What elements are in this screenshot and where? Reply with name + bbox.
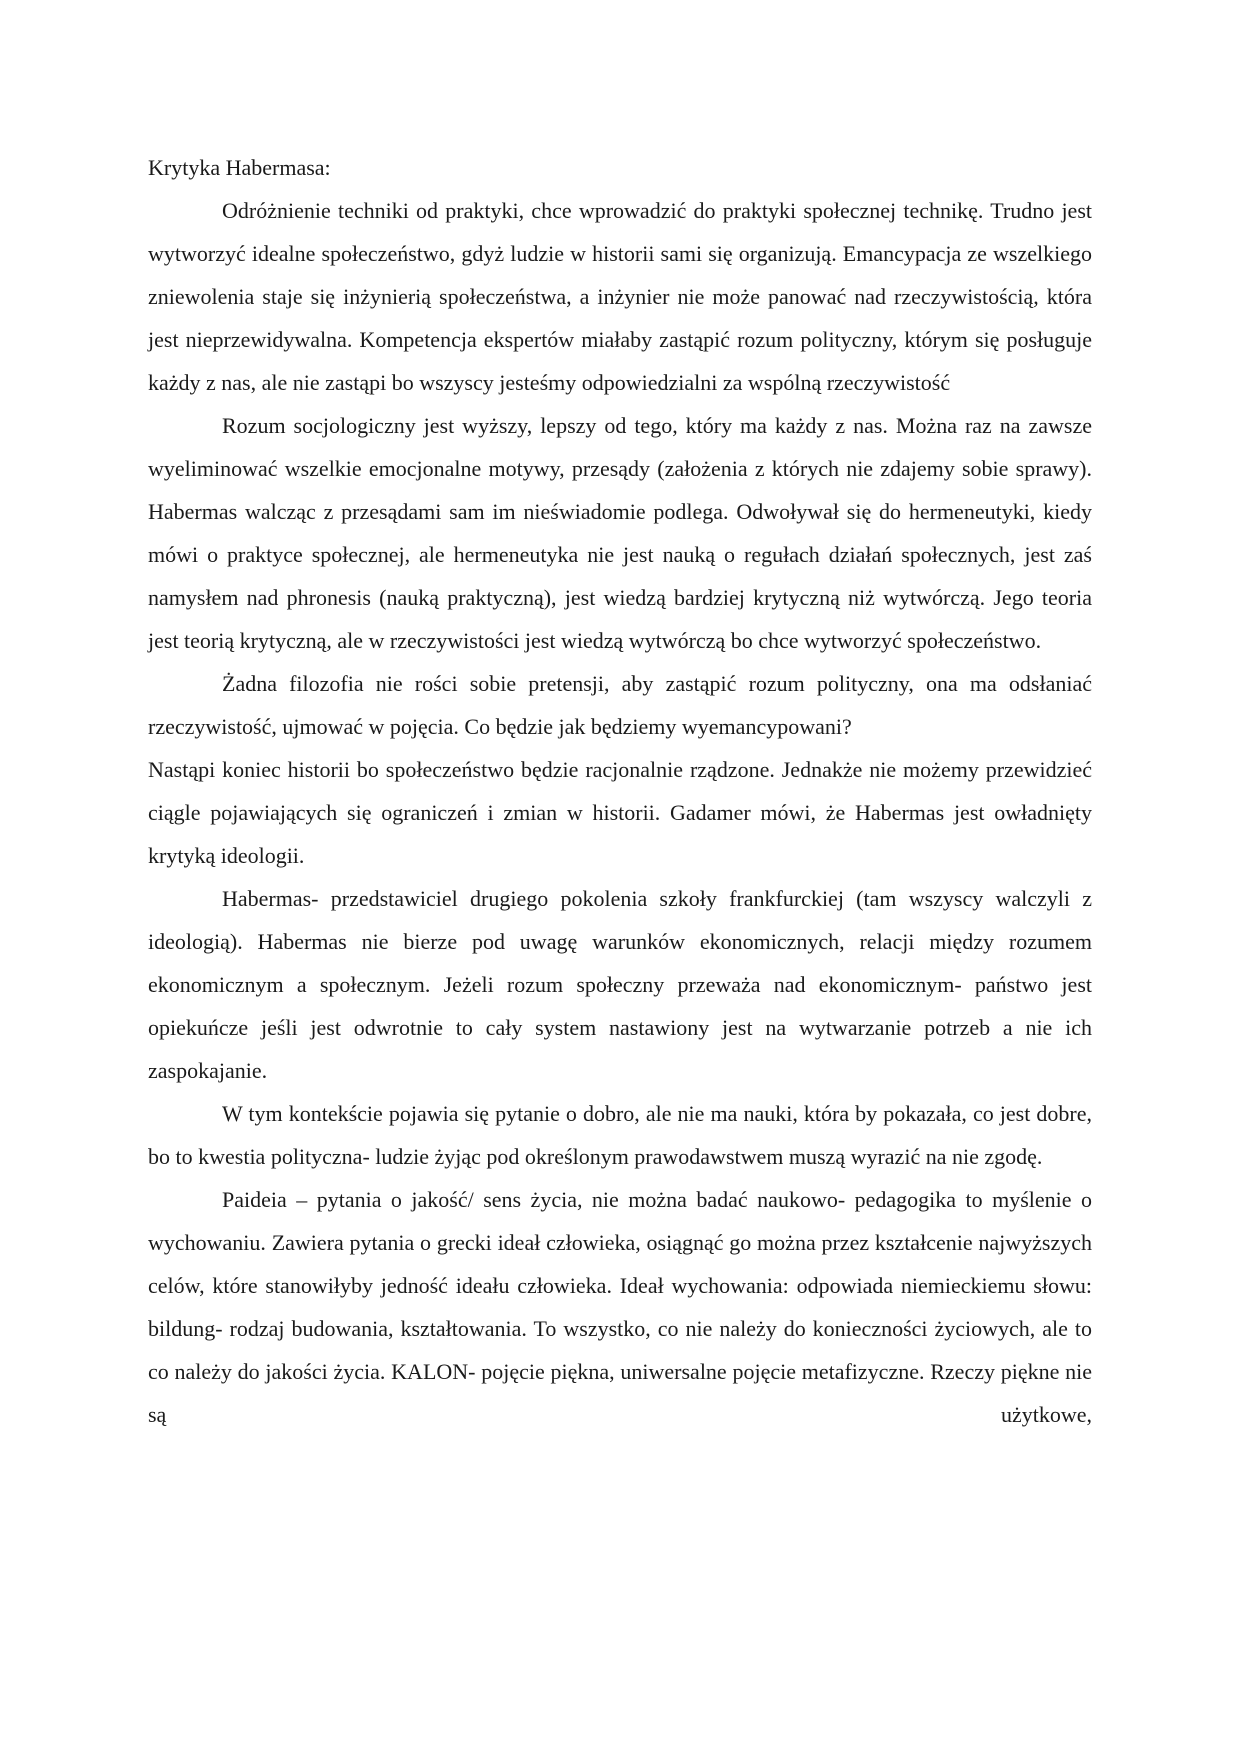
paragraph: W tym kontekście pojawia się pytanie o dobro, ale nie ma nauki, która by pokazała, co jest dobre, bo to kwestia polityczna- ludzie żyjąc pod określonym prawodawstwem muszą wyrazić na nie zgodę. [148, 1101, 1092, 1169]
document-heading: Krytyka Habermasa: [148, 155, 331, 180]
paragraph: Nastąpi koniec historii bo społeczeństwo będzie racjonalnie rządzone. Jednakże nie możemy przewidzieć ciągle pojawiających się ograniczeń i zmian w historii. Gadamer mówi, że Habermas jest owładnięty krytyką ideologii. [148, 757, 1092, 868]
paragraph: Żadna filozofia nie rości sobie pretensji, aby zastąpić rozum polityczny, ona ma odsłaniać rzeczywistość, ujmować w pojęcia. Co będzie jak będziemy wyemancypowani? [148, 671, 1092, 739]
paragraph: Odróżnienie techniki od praktyki, chce wprowadzić do praktyki społecznej technikę. Trudno jest wytworzyć idealne społeczeństwo, gdyż ludzie w historii sami się organizują. Emancypacja ze wszelkiego zniewolenia staje się inżynierią społeczeństwa, a inżynier nie może panować nad rzeczywistością, która jest nieprzewidywalna. Kompetencja ekspertów miałaby zastąpić rozum polityczny, którym się posługuje każdy z nas, ale nie zastąpi bo wszyscy jesteśmy odpowiedzialni za wspólną rzeczywistość [148, 198, 1092, 395]
document-page [148, 146, 1092, 1436]
paragraph: Paideia – pytania o jakość/ sens życia, nie można badać naukowo- pedagogika to myślenie o wychowaniu. Zawiera pytania o grecki ideał człowieka, osiągnąć go można przez kształcenie najwyższych celów, które stanowiłyby jedność ideału człowieka. Ideał wychowania: odpowiada niemieckiemu słowu: bildung- rodzaj budowania, kształtowania. To wszystko, co nie należy do konieczności życiowych, ale to co należy do jakości życia. KALON- pojęcie piękna, uniwersalne pojęcie metafizyczne. Rzeczy piękne nie są użytkowe, [148, 1187, 1092, 1427]
paragraph: Rozum socjologiczny jest wyższy, lepszy od tego, który ma każdy z nas. Można raz na zawsze wyeliminować wszelkie emocjonalne motywy, przesądy (założenia z których nie zdajemy sobie sprawy). Habermas walcząc z przesądami sam im nieświadomie podlega. Odwoływał się do hermeneutyki, kiedy mówi o praktyce społecznej, ale hermeneutyka nie jest nauką o regułach działań społecznych, jest zaś namysłem nad phronesis (nauką praktyczną), jest wiedzą bardziej krytyczną niż wytwórczą. Jego teoria jest teorią krytyczną, ale w rzeczywistości jest wiedzą wytwórczą bo chce wytworzyć społeczeństwo. [148, 413, 1092, 653]
paragraph: Habermas- przedstawiciel drugiego pokolenia szkoły frankfurckiej (tam wszyscy walczyli z ideologią). Habermas nie bierze pod uwagę warunków ekonomicznych, relacji między rozumem ekonomicznym a społecznym. Jeżeli rozum społeczny przeważa nad ekonomicznym- państwo jest opiekuńcze jeśli jest odwrotnie to cały system nastawiony jest na wytwarzanie potrzeb a nie ich zaspokajanie. [148, 886, 1092, 1083]
